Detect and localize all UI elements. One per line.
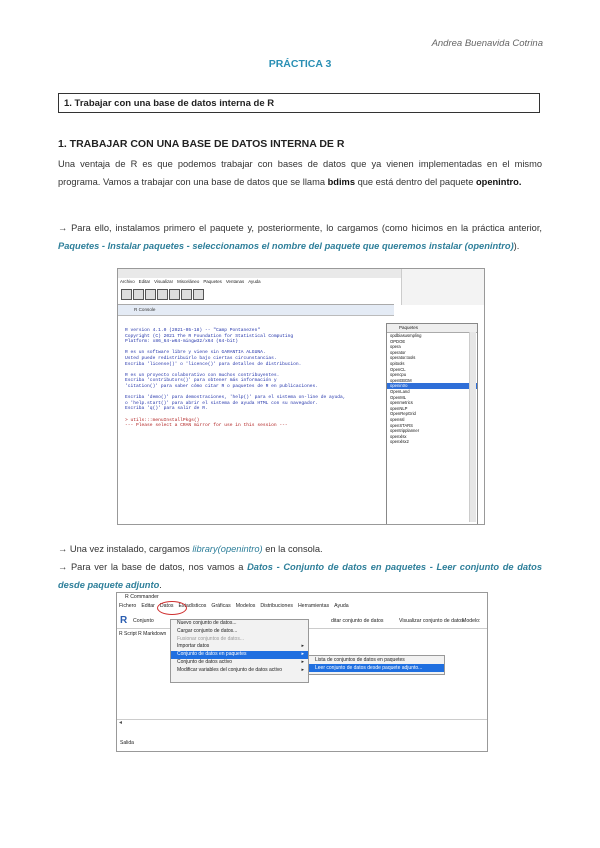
rcmdr-menu-item[interactable]: Distribuciones xyxy=(260,603,293,609)
screenshot-r-gui xyxy=(117,268,485,525)
datos-menu-item[interactable]: Importar datos ▸ xyxy=(171,643,308,651)
console-line: 'citation()' para saber cómo citar R o paquetes de R en publicaciones. xyxy=(125,383,318,389)
submenu-arrow-icon: ▸ xyxy=(301,651,304,658)
rcmdr-menu-item[interactable]: Fichero xyxy=(119,603,137,609)
package-list-item[interactable]: openxlsx xyxy=(390,433,407,439)
para1-text-a: Una ventaja de R es que podemos trabajar con bases de datos que ya vienen implementadas en el mismo programa. Vamos a trabajar con una base de datos que se llama xyxy=(58,159,542,187)
console-line: Usted puede redistribuirlo bajo ciertas circunstancias. xyxy=(125,355,277,361)
package-list-item[interactable]: openintro xyxy=(387,383,477,389)
rcmdr-menu-item[interactable]: Modelos xyxy=(235,603,256,609)
rcmdr-menu-item[interactable]: Herramientas xyxy=(297,603,330,609)
para4-teal-path: Datos - Conjunto de datos en paquetes - Leer conjunto de datos desde paquete adjunto xyxy=(58,562,542,590)
package-list-item[interactable]: openNLP xyxy=(390,405,408,411)
package-list-item[interactable]: OPDOE xyxy=(390,338,406,344)
paquetes-submenu-item[interactable]: Lista de conjuntos de datos en paquetes xyxy=(315,657,405,663)
para2-teal-path: Paquetes - Instalar paquetes - seleccionamos el nombre del paquete que queremos instalar (openintro) xyxy=(58,241,514,251)
paragraph-view xyxy=(58,558,542,594)
page-title: PRÁCTICA 3 xyxy=(268,58,332,70)
r-console-title: R Console xyxy=(118,305,394,316)
package-list-item[interactable]: openmetrics xyxy=(390,400,413,406)
toolbar-dataset-label: Conjunto xyxy=(133,618,154,624)
r-gui-menubar xyxy=(120,279,265,286)
rgui-menu-item[interactable]: Archivo xyxy=(120,279,135,284)
package-list-item[interactable]: OpenCL xyxy=(390,366,406,372)
package-list xyxy=(387,333,477,445)
datos-menu-item[interactable]: Conjunto de datos activo ▸ xyxy=(171,659,308,667)
para1-text-b: que está dentro del paquete xyxy=(355,177,476,187)
package-list-header: Paquetes xyxy=(387,324,477,333)
console-line: Escriba 'demo()' para demostraciones, 'help()' para el sistema on-line de ayuda, xyxy=(125,395,346,401)
copy-icon xyxy=(157,289,168,300)
load-icon xyxy=(133,289,144,300)
package-list-item[interactable]: operator xyxy=(390,349,406,355)
datos-menu-item[interactable]: Fusionar conjuntos de datos... xyxy=(177,635,244,642)
rcmdr-hscroll xyxy=(117,719,487,728)
author-name: Andrea Buenavida Cotrina xyxy=(431,38,543,49)
browser-window xyxy=(401,269,484,305)
package-list-item[interactable]: opentripplanner xyxy=(390,428,420,434)
save-icon xyxy=(145,289,156,300)
paragraph-load xyxy=(58,540,542,558)
paragraph-intro xyxy=(58,155,542,191)
r-gui-toolbar xyxy=(121,289,205,299)
para2-text-a: → Para ello, instalamos primero el paquete y, posteriormente, lo cargamos (como hicimos en la práctica anterior, xyxy=(58,223,542,233)
rgui-menu-item[interactable]: Visualizar xyxy=(154,279,174,284)
screenshot-r-commander xyxy=(116,592,488,752)
para3-teal-code: library(openintro) xyxy=(192,544,263,554)
rcmdr-script-tabs: R Script R Markdown xyxy=(119,631,167,637)
console-line: R version 4.1.0 (2021-05-18) -- "Camp Pontanezen" xyxy=(125,328,261,333)
r-console xyxy=(118,304,394,525)
para4-text-b: . xyxy=(159,580,162,590)
datos-dropdown-menu xyxy=(170,619,309,683)
datos-menu-item[interactable]: Cargar conjunto de datos... xyxy=(177,627,238,634)
rgui-menu-item[interactable]: Ventanas xyxy=(225,279,245,284)
para1-bold-openintro: openintro. xyxy=(475,177,522,187)
rgui-menu-item[interactable]: Ayuda xyxy=(248,279,261,284)
package-list-item[interactable]: OpenRepGrid xyxy=(390,411,416,417)
datos-menu-item[interactable]: Nuevo conjunto de datos... xyxy=(177,620,237,626)
scroll-left-icon: ◂ xyxy=(119,720,123,726)
paste-icon xyxy=(169,289,180,300)
console-line: Platform: x86_64-w64-mingw32/x64 (64-bit) xyxy=(125,339,239,345)
r-logo-icon: R xyxy=(120,615,128,626)
para4-text-a: → Para ver la base de datos, nos vamos a xyxy=(58,562,248,572)
console-line: R es un software libre y viene sin GARANTIA ALGUNA. xyxy=(125,350,266,356)
package-list-item[interactable]: openxlsx2 xyxy=(390,439,409,445)
submenu-arrow-icon: ▸ xyxy=(301,643,304,650)
para1-bold-bdims: bdims xyxy=(327,177,355,187)
rcmdr-menu-item[interactable]: Editar xyxy=(141,603,155,609)
rgui-menu-item[interactable]: Editar xyxy=(138,279,151,284)
para2-text-b: ). xyxy=(513,241,520,251)
package-list-item[interactable]: OpenML xyxy=(390,394,407,400)
para3-text-b: en la consola. xyxy=(262,544,323,554)
toolbar-edit-dataset: ditar conjunto de datos xyxy=(331,618,384,624)
package-list-item[interactable]: opera xyxy=(390,344,401,350)
toolbar-model-label: Modelo: xyxy=(462,618,481,624)
section-heading: 1. TRABAJAR CON UNA BASE DE DATOS INTERNA DE R xyxy=(58,138,345,150)
submenu-arrow-icon: ▸ xyxy=(301,666,304,673)
package-list-item[interactable]: openEBGM xyxy=(390,377,412,383)
paquetes-submenu xyxy=(308,655,445,675)
stop-icon xyxy=(181,289,192,300)
package-list-item[interactable]: opitools xyxy=(390,360,405,366)
package-list-item[interactable]: openSTARS xyxy=(390,422,413,428)
rcmdr-menu-item[interactable]: Gráficas xyxy=(211,603,231,609)
console-line: Escriba 'license()' o 'licence()' para detalles de distribucion. xyxy=(125,361,302,367)
package-list-item[interactable]: openssl xyxy=(390,416,405,422)
console-line: o 'help.start()' para abrir el sistema de ayuda HTML con su navegador. xyxy=(125,400,318,406)
console-line: R es un proyecto colaborativo con muchos contribuyentes. xyxy=(125,372,280,378)
paragraph-install xyxy=(58,219,542,255)
package-list-item[interactable]: operator.tools xyxy=(390,355,416,361)
rgui-menu-item[interactable]: Misceláneo xyxy=(177,279,200,284)
package-list-item[interactable]: OpenLand xyxy=(390,388,410,394)
toolbar-view-dataset: Visualizar conjunto de datos xyxy=(399,618,464,624)
r-console-text xyxy=(118,316,394,429)
rcmdr-menu-item[interactable]: Ayuda xyxy=(334,603,349,609)
paquetes-submenu-item[interactable]: Leer conjunto de datos desde paquete adjunto... xyxy=(309,664,444,672)
open-icon xyxy=(121,289,132,300)
package-list-item[interactable]: opencpu xyxy=(390,372,407,378)
section-box: 1. Trabajar con una base de datos interna de R xyxy=(58,93,540,113)
rcmdr-title: R Commander xyxy=(117,593,487,602)
datos-highlight-circle xyxy=(157,601,187,615)
rcmdr-output-label: Salida xyxy=(120,740,134,746)
submenu-arrow-icon: ▸ xyxy=(301,658,304,665)
package-list-scrollbar xyxy=(469,332,476,522)
rgui-menu-item[interactable]: Paquetes xyxy=(203,279,222,284)
para3-text-a: → Una vez instalado, cargamos xyxy=(58,544,193,554)
datos-menu-item[interactable]: Conjunto de datos en paquetes ▸ xyxy=(171,651,308,659)
datos-menu-item[interactable]: Modificar variables del conjunto de datos activo ▸ xyxy=(171,667,308,675)
console-line: Escriba 'contributors()' para obtener más información y xyxy=(125,378,277,384)
console-line-red: > utils:::menuInstallPkgs() xyxy=(125,417,200,423)
console-line: Escriba 'q()' para salir de R. xyxy=(125,406,208,412)
console-line: Copyright (C) 2021 The R Foundation for Statistical Computing xyxy=(125,333,294,339)
package-list-dialog xyxy=(386,323,478,525)
rcmdr-menu-item[interactable]: Datos xyxy=(159,603,174,609)
console-line-red: --- Please select a CRAN mirror for use in this session --- xyxy=(125,423,288,429)
rcmdr-menu-item[interactable]: Estadísticos xyxy=(178,603,207,609)
package-list-item[interactable]: opdbiasusmpling xyxy=(390,333,422,338)
print-icon xyxy=(193,289,204,300)
